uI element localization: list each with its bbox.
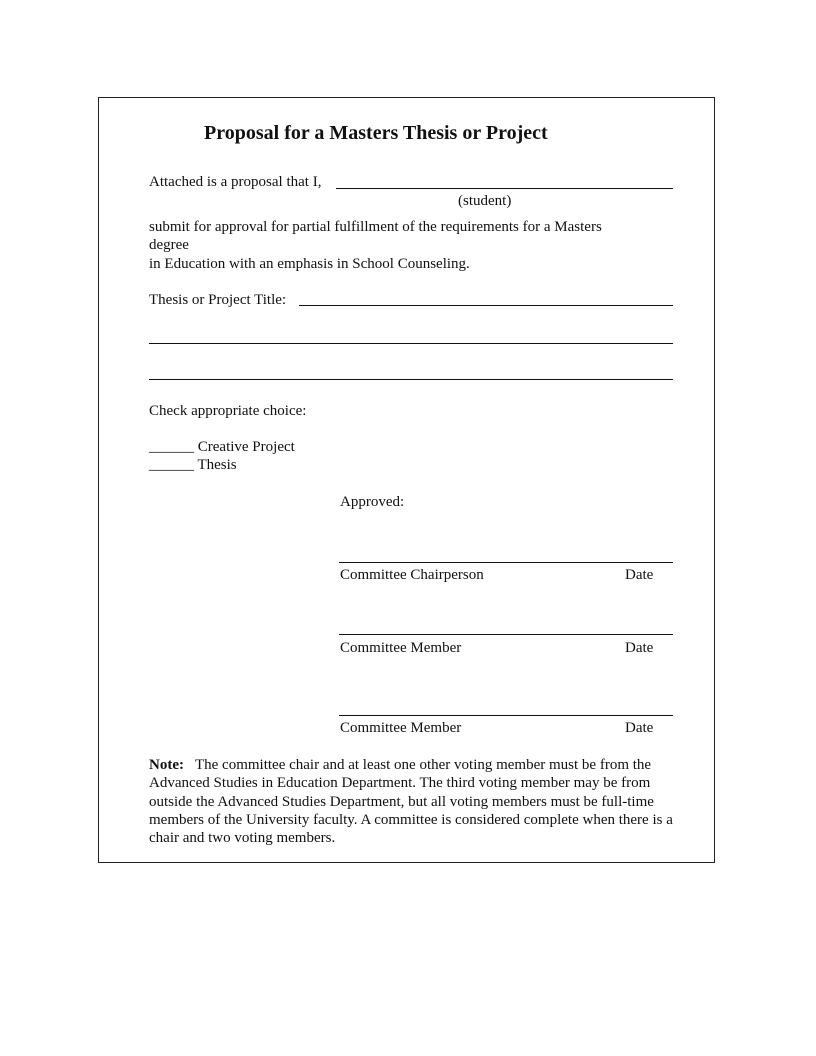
form-border <box>98 97 715 863</box>
submit-text-line-3: in Education with an emphasis in School Counseling. <box>149 256 470 272</box>
title-field-line-1[interactable] <box>299 305 673 306</box>
choice-blank: ______ <box>149 439 194 455</box>
student-caption: (student) <box>458 193 512 209</box>
choice-label: Creative Project <box>197 439 295 455</box>
attached-label: Attached is a proposal that I, <box>149 174 322 190</box>
choice-creative-project[interactable] <box>149 438 295 456</box>
signature-role: Committee Chairperson <box>340 567 484 583</box>
signature-role: Committee Member <box>340 640 462 656</box>
title-field-line-3[interactable] <box>149 379 673 380</box>
signature-line-chairperson[interactable] <box>339 562 673 563</box>
submit-text-line-1: submit for approval for partial fulfillment of the requirements for a Masters <box>149 219 602 235</box>
submit-text-line-2: degree <box>149 237 189 253</box>
signature-role: Committee Member <box>340 720 462 736</box>
check-label: Check appropriate choice: <box>149 403 307 419</box>
title-label: Thesis or Project Title: <box>149 292 287 308</box>
note-text: The committee chair and at least one other voting member must be from the Advanced Studies in Education Department. The third voting member may be from outside the Advanced Studies Department, but all voting members must be full-time members of the University faculty. A committee is considered complete when there is a chair and two voting members. <box>149 757 673 847</box>
note-paragraph <box>149 756 689 847</box>
choice-thesis[interactable] <box>149 456 237 474</box>
approved-label: Approved: <box>340 494 405 510</box>
signature-line-member-2[interactable] <box>339 715 673 716</box>
signature-line-member-1[interactable] <box>339 634 673 635</box>
signature-date-label: Date <box>625 720 654 736</box>
signature-date-label: Date <box>625 640 654 656</box>
title-field-line-2[interactable] <box>149 343 673 344</box>
form-title: Proposal for a Masters Thesis or Project <box>204 122 548 144</box>
signature-date-label: Date <box>625 567 654 583</box>
choice-blank: ______ <box>149 457 194 473</box>
note-label: Note: <box>149 757 184 773</box>
choice-label: Thesis <box>197 457 237 473</box>
student-name-field[interactable] <box>336 188 673 189</box>
